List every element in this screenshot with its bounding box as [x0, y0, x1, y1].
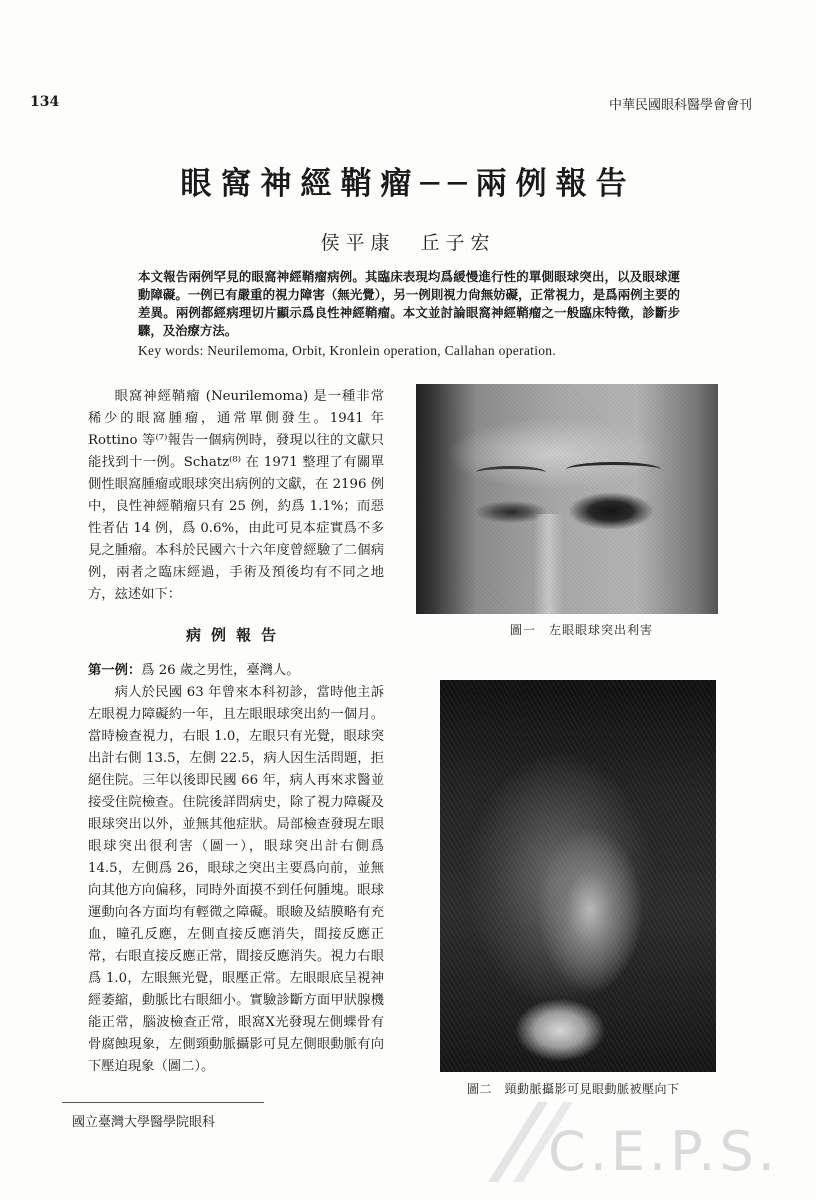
- abstract: [138, 268, 680, 360]
- article-authors: 侯平康 丘子宏: [320, 232, 496, 254]
- case1-paragraph: 病人於民國 63 年曾來本科初診，當時他主訴左眼視力障礙約一年，且左眼眼球突出約一個月。當時檢查視力，右眼 1.0，左眼只有光覺，眼球突出計右側 13.5，左側 22.5，病人因生活問題，拒絕住院。三年以後即民國 66 年，病人再來求醫並接受住院檢查。住院後詳問病史，除了視力障礙及眼球突出以外，並無其他症狀。局部檢查發現左眼眼球突出很利害（圖一），眼球突出計右側爲 14.5，左側爲 26，眼球之突出主要爲向前，並無向其他方向偏移，同時外面摸不到任何腫塊。眼球運動向各方面均有輕微之障礙。眼瞼及結膜略有充血，瞳孔反應，左側直接反應消失，間接反應正常，右眼直接反應正常，間接反應消失。視力右眼爲 1.0，左眼無光覺，眼壓正常。左眼眼底呈視神經萎縮，動脈比右眼細小。實驗診斷方面甲狀腺機能正常，腦波檢查正常，眼窩X光發現左側蝶骨有骨腐蝕現象，左側頸動脈攝影可見左側眼動脈有向下壓迫現象（圖二）。: [88, 685, 384, 1074]
- figure-1-caption: 圖一 左眼眼球突出利害: [510, 623, 654, 637]
- article-title: 眼窩神經鞘瘤──兩例報告: [180, 166, 636, 202]
- page-number: 134: [30, 94, 60, 110]
- watermark-text: C.E.P.S.: [548, 1120, 779, 1183]
- footnote-rule: [62, 1102, 264, 1103]
- journal-name: 中華民國眼科醫學會會刊: [608, 98, 752, 113]
- figure-2-halftone: [440, 680, 716, 1072]
- body-column: [88, 386, 384, 1078]
- figure-2-angiogram: [440, 680, 716, 1072]
- ceps-watermark-logo: [478, 1092, 794, 1188]
- case1-heading: [88, 660, 384, 682]
- intro-paragraph: 眼窩神經鞘瘤 (Neurilemoma) 是一種非常稀少的眼窩腫瘤，通常單側發生。1941 年 Rottino 等⁽⁷⁾報告一個病例時，發現以往的文獻只能找到十一例。Schatz⁽⁸⁾ 在 1971 整理了有關單側性眼窩腫瘤或眼球突出病例的文獻，在 2196 例中，良性神經鞘瘤只有 25 例，約爲 1.1%；而惡性者佔 14 例，爲 0.6%，由此可見本症實爲不多見之腫瘤。本科於民國六十六年度曾經驗了二個病例，兩者之臨床經過，手術及預後均有不同之地方，玆述如下：: [88, 389, 384, 602]
- case1-intro: 爲 26 歲之男性，臺灣人。: [141, 663, 300, 678]
- case1-label: 第一例：: [88, 663, 142, 678]
- figure-2-caption: 圖二 頸動脈攝影可見眼動脈被壓向下: [467, 1082, 680, 1096]
- section-heading: 病例報告: [185, 626, 286, 644]
- figure-1-photo: [416, 384, 718, 614]
- keywords: Key words: Neurilemoma, Orbit, Kronlein operation, Callahan operation.: [138, 343, 557, 358]
- figure-1-halftone: [416, 384, 718, 614]
- author-affiliation: 國立臺灣大學醫學院眼科: [72, 1115, 216, 1130]
- abstract-text: 本文報告兩例罕見的眼窩神經鞘瘤病例。其臨床表現均爲緩慢進行性的單側眼球突出，以及眼球運動障礙。一例已有嚴重的視力障害（無光覺），另一例則視力尙無妨礙，正常視力，是爲兩例主要的差異。兩例都經病理切片顯示爲良性神經鞘瘤。本文並討論眼窩神經鞘瘤之一般臨床特徵，診斷步驟，及治療方法。: [138, 269, 680, 338]
